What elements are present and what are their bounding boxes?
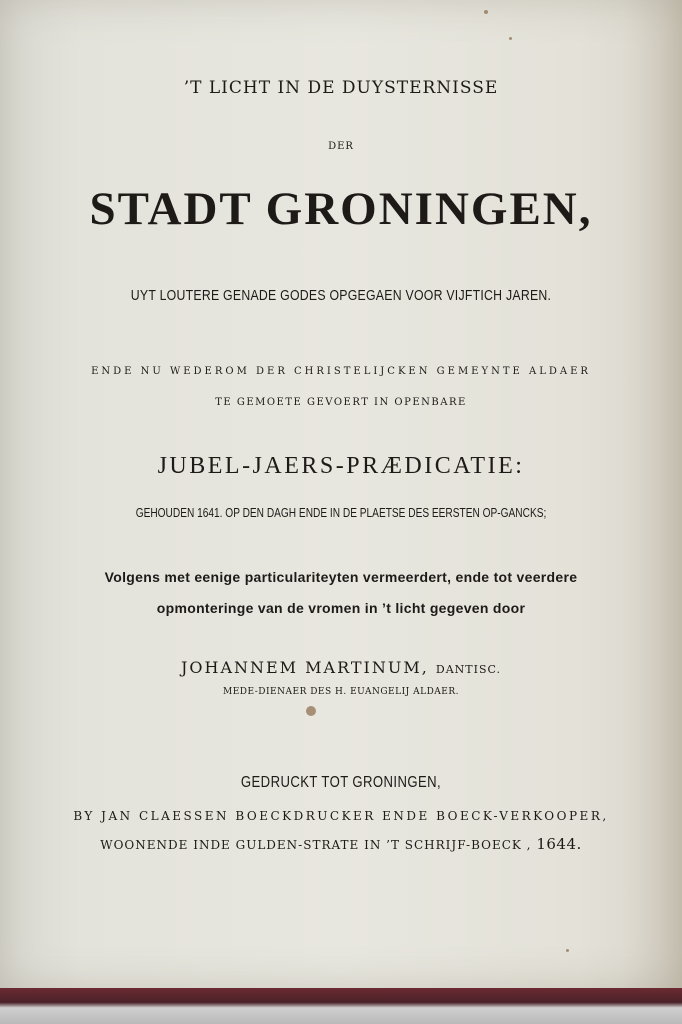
author-role: MEDE-DIENAER DES H. EUANGELIJ ALDAER. — [223, 687, 459, 697]
publication-year: 1644. — [536, 835, 582, 853]
foxing-spot — [509, 37, 512, 40]
foxing-spot — [566, 949, 569, 952]
imprint-line-1: GEDRUCKT TOT GRONINGEN, — [240, 774, 442, 791]
title-line-2: DER — [328, 141, 354, 152]
note-line-1: Volgens met eenige particulariteyten vermeerdert, ende tot veerdere — [104, 569, 578, 585]
description-line-2: TE GEMOETE GEVOERT IN OPENBARE — [215, 397, 467, 408]
sermon-title: JUBEL-JAERS-PRÆDICATIE: — [157, 453, 525, 479]
author-name: JOHANNEM MARTINUM, — [180, 658, 429, 677]
title-line-1: ’T LICHT IN DE DUYSTERNISSE — [183, 78, 499, 98]
foxing-spot — [484, 10, 488, 14]
book-edge — [0, 988, 682, 1024]
foxing-spot — [306, 706, 316, 716]
author-line — [0, 658, 682, 677]
imprint-line-2: BY JAN CLAESSEN BOECKDRUCKER ENDE BOECK-VERKOOPER, — [73, 809, 609, 823]
sermon-details: GEHOUDEN 1641. OP DEN DAGH ENDE IN DE PLAETSE DES EERSTEN OP-GANCKS; — [135, 505, 547, 520]
imprint-line-3 — [0, 835, 682, 853]
author-origin: DANTISC. — [435, 663, 502, 676]
imprint-address: WOONENDE INDE GULDEN-STRATE IN ’T SCHRIJF-BOECK , — [100, 838, 532, 852]
note-line-2: opmonteringe van de vromen in ’t licht gegeven door — [156, 600, 526, 616]
subtitle-line: UYT LOUTERE GENADE GODES OPGEGAEN VOOR VIJFTICH JAREN. — [130, 287, 552, 304]
main-title: STADT GRONINGEN, — [89, 183, 593, 235]
description-line-1: ENDE NU WEDEROM DER CHRISTELIJCKEN GEMEYNTE ALDAER — [91, 366, 591, 377]
